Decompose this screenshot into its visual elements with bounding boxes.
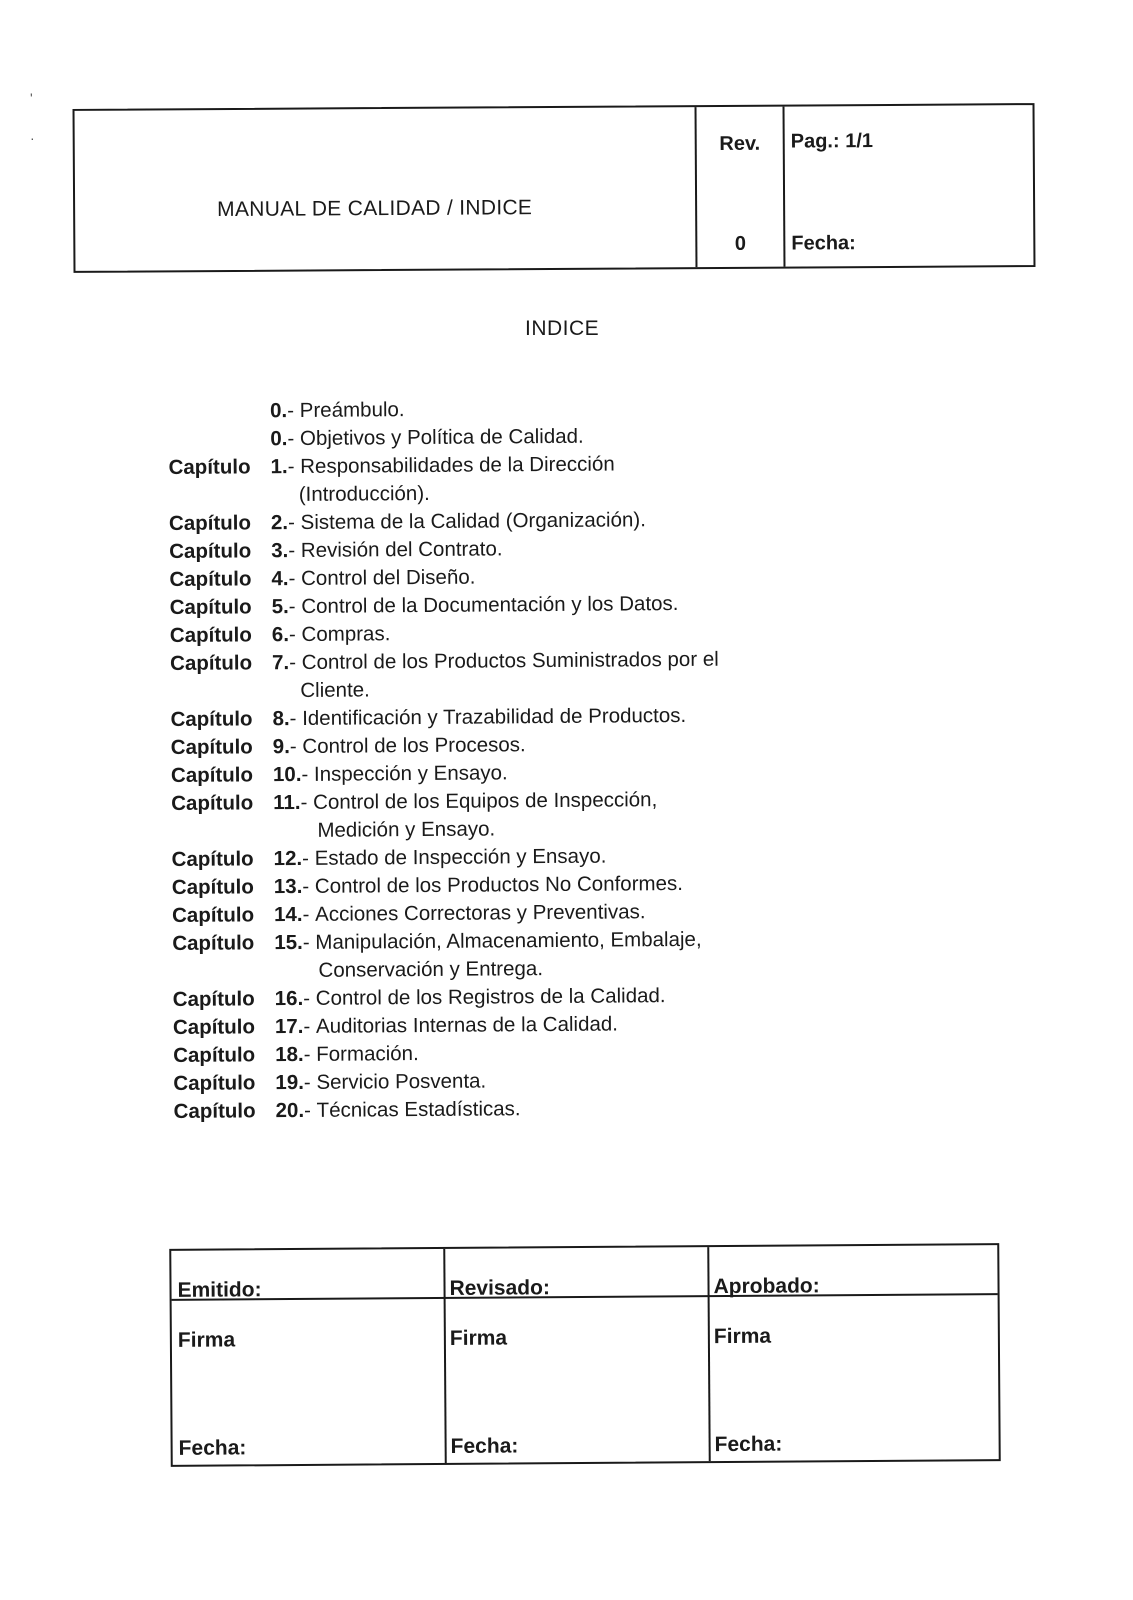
toc-title: Identificación y Trazabilidad de Productos. — [302, 703, 687, 730]
revision-label: Rev. — [719, 132, 761, 155]
toc-title: Acciones Correctoras y Preventivas. — [315, 900, 646, 926]
toc-chapter-word: Capítulo — [171, 791, 254, 815]
toc-chapter-word: Capítulo — [168, 511, 252, 535]
signature-date-label: Fecha: — [450, 1434, 519, 1458]
toc-chapter-word: Capítulo — [170, 763, 254, 787]
toc-number: 0. — [270, 399, 288, 423]
toc-separator: - — [302, 930, 316, 954]
signature-box — [169, 1243, 1001, 1467]
toc-continuation: (Introducción). — [298, 481, 430, 506]
toc-chapter-word: Capítulo — [172, 987, 255, 1011]
page-column — [785, 105, 1034, 267]
signature-date-label: Fecha: — [714, 1432, 783, 1457]
revision-column — [695, 107, 786, 268]
toc-title: Estado de Inspección y Ensayo. — [314, 844, 607, 870]
toc-title: Auditorias Internas de la Calidad. — [315, 1012, 619, 1038]
toc-chapter-word: Capítulo — [172, 1015, 256, 1039]
toc-title: Formación. — [316, 1042, 419, 1066]
toc-number: 3. — [271, 539, 289, 563]
toc-separator: - — [287, 398, 300, 423]
toc-title: Control de los Procesos. — [302, 733, 526, 758]
toc-title: Control del Diseño. — [300, 565, 476, 590]
signature-column — [443, 1247, 710, 1463]
toc-number: 6. — [271, 623, 290, 647]
signature-role: Aprobado: — [713, 1274, 820, 1299]
toc-separator: - — [289, 734, 303, 759]
toc-title: Manipulación, Almacenamiento, Embalaje, — [315, 927, 702, 954]
toc-number: 10. — [272, 762, 302, 787]
toc-title: Compras. — [301, 622, 391, 646]
toc-title: Objetivos y Política de Calidad. — [299, 424, 584, 450]
toc-number: 2. — [270, 511, 289, 535]
signature-role: Emitido: — [177, 1278, 262, 1302]
toc-separator: - — [303, 986, 316, 1010]
scan-specks: ' · — [30, 90, 35, 146]
toc-chapter-word: Capítulo — [170, 707, 253, 731]
toc-separator: - — [288, 622, 302, 647]
toc-title: Control de los Equipos de Inspección, — [312, 788, 658, 814]
toc-number: 20. — [275, 1098, 305, 1123]
toc-number: 18. — [275, 1042, 304, 1067]
signature-field-label: Firma — [449, 1326, 508, 1350]
toc-separator: - — [288, 510, 301, 535]
toc-title: Técnicas Estadísticas. — [316, 1097, 521, 1122]
toc-chapter-word: Capítulo — [173, 1071, 256, 1095]
signature-date-label: Fecha: — [178, 1436, 247, 1460]
toc-number: 16. — [274, 986, 304, 1011]
toc-separator: - — [288, 594, 302, 619]
toc-chapter-word: Capítulo — [172, 931, 255, 955]
toc-separator: - — [303, 1042, 317, 1066]
toc-separator: - — [303, 1014, 317, 1038]
toc-chapter-word: Capítulo — [173, 1043, 256, 1067]
toc-number: 5. — [271, 595, 289, 619]
toc-chapter-word: Capítulo — [171, 875, 254, 899]
toc-separator: - — [288, 538, 301, 563]
toc-chapter-word: Capítulo — [169, 595, 252, 619]
toc-separator: - — [303, 1070, 317, 1094]
toc-separator: - — [287, 454, 301, 479]
toc-number: 0. — [270, 427, 288, 451]
toc-chapter-word: Capítulo — [169, 623, 252, 647]
toc-continuation: Cliente. — [300, 678, 370, 702]
toc-separator: - — [300, 790, 314, 814]
toc-number: 17. — [274, 1014, 304, 1039]
page-number: Pag.: 1/1 — [790, 130, 874, 153]
toc-number: 13. — [273, 874, 303, 899]
toc-entry — [173, 1092, 933, 1126]
toc-chapter-word: Capítulo — [168, 455, 251, 479]
toc-title: Inspección y Ensayo. — [313, 761, 508, 786]
toc-number: 4. — [271, 567, 289, 591]
toc-chapter-word: Capítulo — [171, 903, 255, 927]
toc-chapter-word: Capítulo — [170, 735, 253, 759]
toc-title: Control de la Documentación y los Datos. — [301, 591, 679, 618]
toc-number: 19. — [275, 1070, 304, 1095]
toc-title: Responsabilidades de la Dirección — [300, 452, 615, 478]
document-title: MANUAL DE CALIDAD / INDICE — [217, 196, 533, 222]
toc-continuation: Medición y Ensayo. — [317, 817, 496, 842]
signature-field-label: Firma — [713, 1324, 772, 1349]
signature-column — [171, 1249, 446, 1465]
toc-number: 14. — [273, 902, 303, 927]
toc-chapter-word — [168, 397, 270, 426]
toc-title: Servicio Posventa. — [316, 1069, 487, 1094]
toc-number: 7. — [271, 651, 290, 675]
toc-chapter-word: Capítulo — [173, 1099, 256, 1123]
toc-separator: - — [302, 846, 315, 870]
toc-chapter-word — [168, 425, 270, 454]
toc-number: 1. — [270, 455, 288, 479]
table-of-contents — [168, 392, 934, 1126]
toc-chapter-word: Capítulo — [169, 539, 252, 563]
toc-chapter-word: Capítulo — [171, 847, 254, 871]
toc-separator: - — [288, 566, 302, 591]
toc-number: 12. — [273, 846, 303, 871]
toc-number: 9. — [272, 735, 290, 759]
toc-title: Control de los Registros de la Calidad. — [315, 984, 666, 1010]
signature-role: Revisado: — [449, 1276, 550, 1300]
toc-separator: - — [301, 762, 315, 786]
toc-title: Preámbulo. — [299, 398, 405, 422]
toc-chapter-word: Capítulo — [169, 567, 252, 591]
toc-title: Sistema de la Calidad (Organización). — [300, 508, 646, 534]
toc-number: 11. — [273, 790, 301, 815]
header-box — [73, 103, 1036, 273]
toc-title: Control de los Productos Suministrados por el — [301, 647, 719, 674]
revision-value: 0 — [734, 232, 746, 255]
toc-separator: - — [289, 650, 302, 675]
toc-separator: - — [289, 706, 303, 731]
toc-separator: - — [302, 874, 315, 898]
toc-continuation: Conservación y Entrega. — [318, 957, 544, 982]
toc-title: Control de los Productos No Conformes. — [314, 871, 683, 898]
toc-separator: - — [287, 426, 301, 451]
toc-separator: - — [302, 902, 316, 926]
toc-chapter-word: Capítulo — [169, 651, 253, 675]
index-title: INDICE — [525, 317, 600, 340]
toc-title: Revisión del Contrato. — [300, 537, 503, 562]
signature-field-label: Firma — [177, 1328, 236, 1352]
header-date-label: Fecha: — [791, 232, 856, 255]
signature-column — [707, 1245, 998, 1461]
toc-number: 8. — [272, 707, 290, 731]
toc-separator: - — [304, 1098, 317, 1122]
toc-number: 15. — [274, 930, 303, 955]
